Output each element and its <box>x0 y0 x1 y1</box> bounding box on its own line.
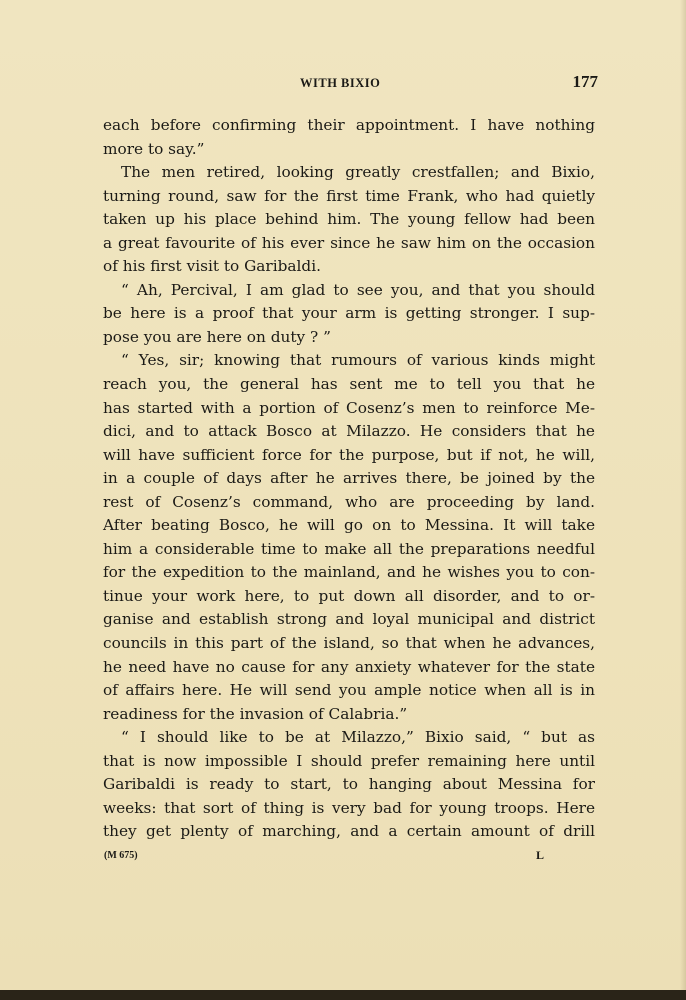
text-line: will have sufficient force for the purpose, but if not, he will, <box>103 445 595 464</box>
text-line: each before confirming their appointment. I have nothing <box>103 116 595 134</box>
text-line: turning round, saw for the first time Frank, who had quietly <box>103 186 595 205</box>
text-line: “ Ah, Percival, I am glad to see you, and that you should <box>121 280 595 299</box>
text-line: “ I should like to be at Milazzo,” Bixio said, “ but as <box>121 728 595 747</box>
text-line: taken up his place behind him. The young fellow had been <box>103 210 595 229</box>
text-line: ganise and establish strong and loyal municipal and district <box>103 610 595 629</box>
text-line: he need have no cause for any anxiety whatever for the state <box>103 657 595 676</box>
printer-signature-mark: (M 675) <box>104 850 138 861</box>
running-head: WITH BIXIO <box>300 76 381 90</box>
text-line: him a considerable time to make all the preparations needful <box>103 539 595 558</box>
text-line: for the expedition to the mainland, and he wishes you to con- <box>103 563 595 582</box>
text-line: readiness for the invasion of Calabria.” <box>103 704 408 723</box>
text-line: Garibaldi is ready to start, to hanging about Messina for <box>103 775 595 794</box>
text-line: of affairs here. He will send you ample notice when all is in <box>103 681 595 700</box>
scan-bottom-border <box>0 990 686 1000</box>
text-line: of his first visit to Garibaldi. <box>103 257 321 276</box>
text-line: weeks: that sort of thing is very bad for young troops. Here <box>103 798 595 817</box>
text-line: tinue your work here, to put down all disorder, and to or- <box>103 586 595 605</box>
body-text <box>103 114 595 844</box>
text-line: more to say.” <box>103 139 205 158</box>
text-line: councils in this part of the island, so that when he advances, <box>103 634 595 653</box>
text-line: that is now impossible I should prefer remaining here until <box>103 751 595 770</box>
text-line: a great favourite of his ever since he saw him on the occasion <box>103 233 595 252</box>
text-line: they get plenty of marching, and a certain amount of drill <box>103 822 595 841</box>
gathering-signature-letter: L <box>536 848 545 862</box>
text-line: has started with a portion of Cosenz’s men to reinforce Me- <box>103 398 595 417</box>
text-line: dici, and to attack Bosco at Milazzo. He considers that he <box>103 422 595 441</box>
text-line: “ Yes, sir; knowing that rumours of various kinds might <box>121 351 595 370</box>
page-edge-shadow <box>680 0 686 990</box>
text-line: reach you, the general has sent me to tell you that he <box>103 375 595 394</box>
text-line: be here is a proof that your arm is getting stronger. I sup- <box>103 304 595 323</box>
text-line: pose you are here on duty ? ” <box>103 327 331 346</box>
page-number: 177 <box>572 72 598 91</box>
text-line: The men retired, looking greatly crestfallen; and Bixio, <box>121 163 595 182</box>
text-line: in a couple of days after he arrives there, be joined by the <box>103 469 595 488</box>
text-line: After beating Bosco, he will go on to Messina. It will take <box>103 516 595 535</box>
text-line: rest of Cosenz’s command, who are proceeding by land. <box>103 492 595 511</box>
